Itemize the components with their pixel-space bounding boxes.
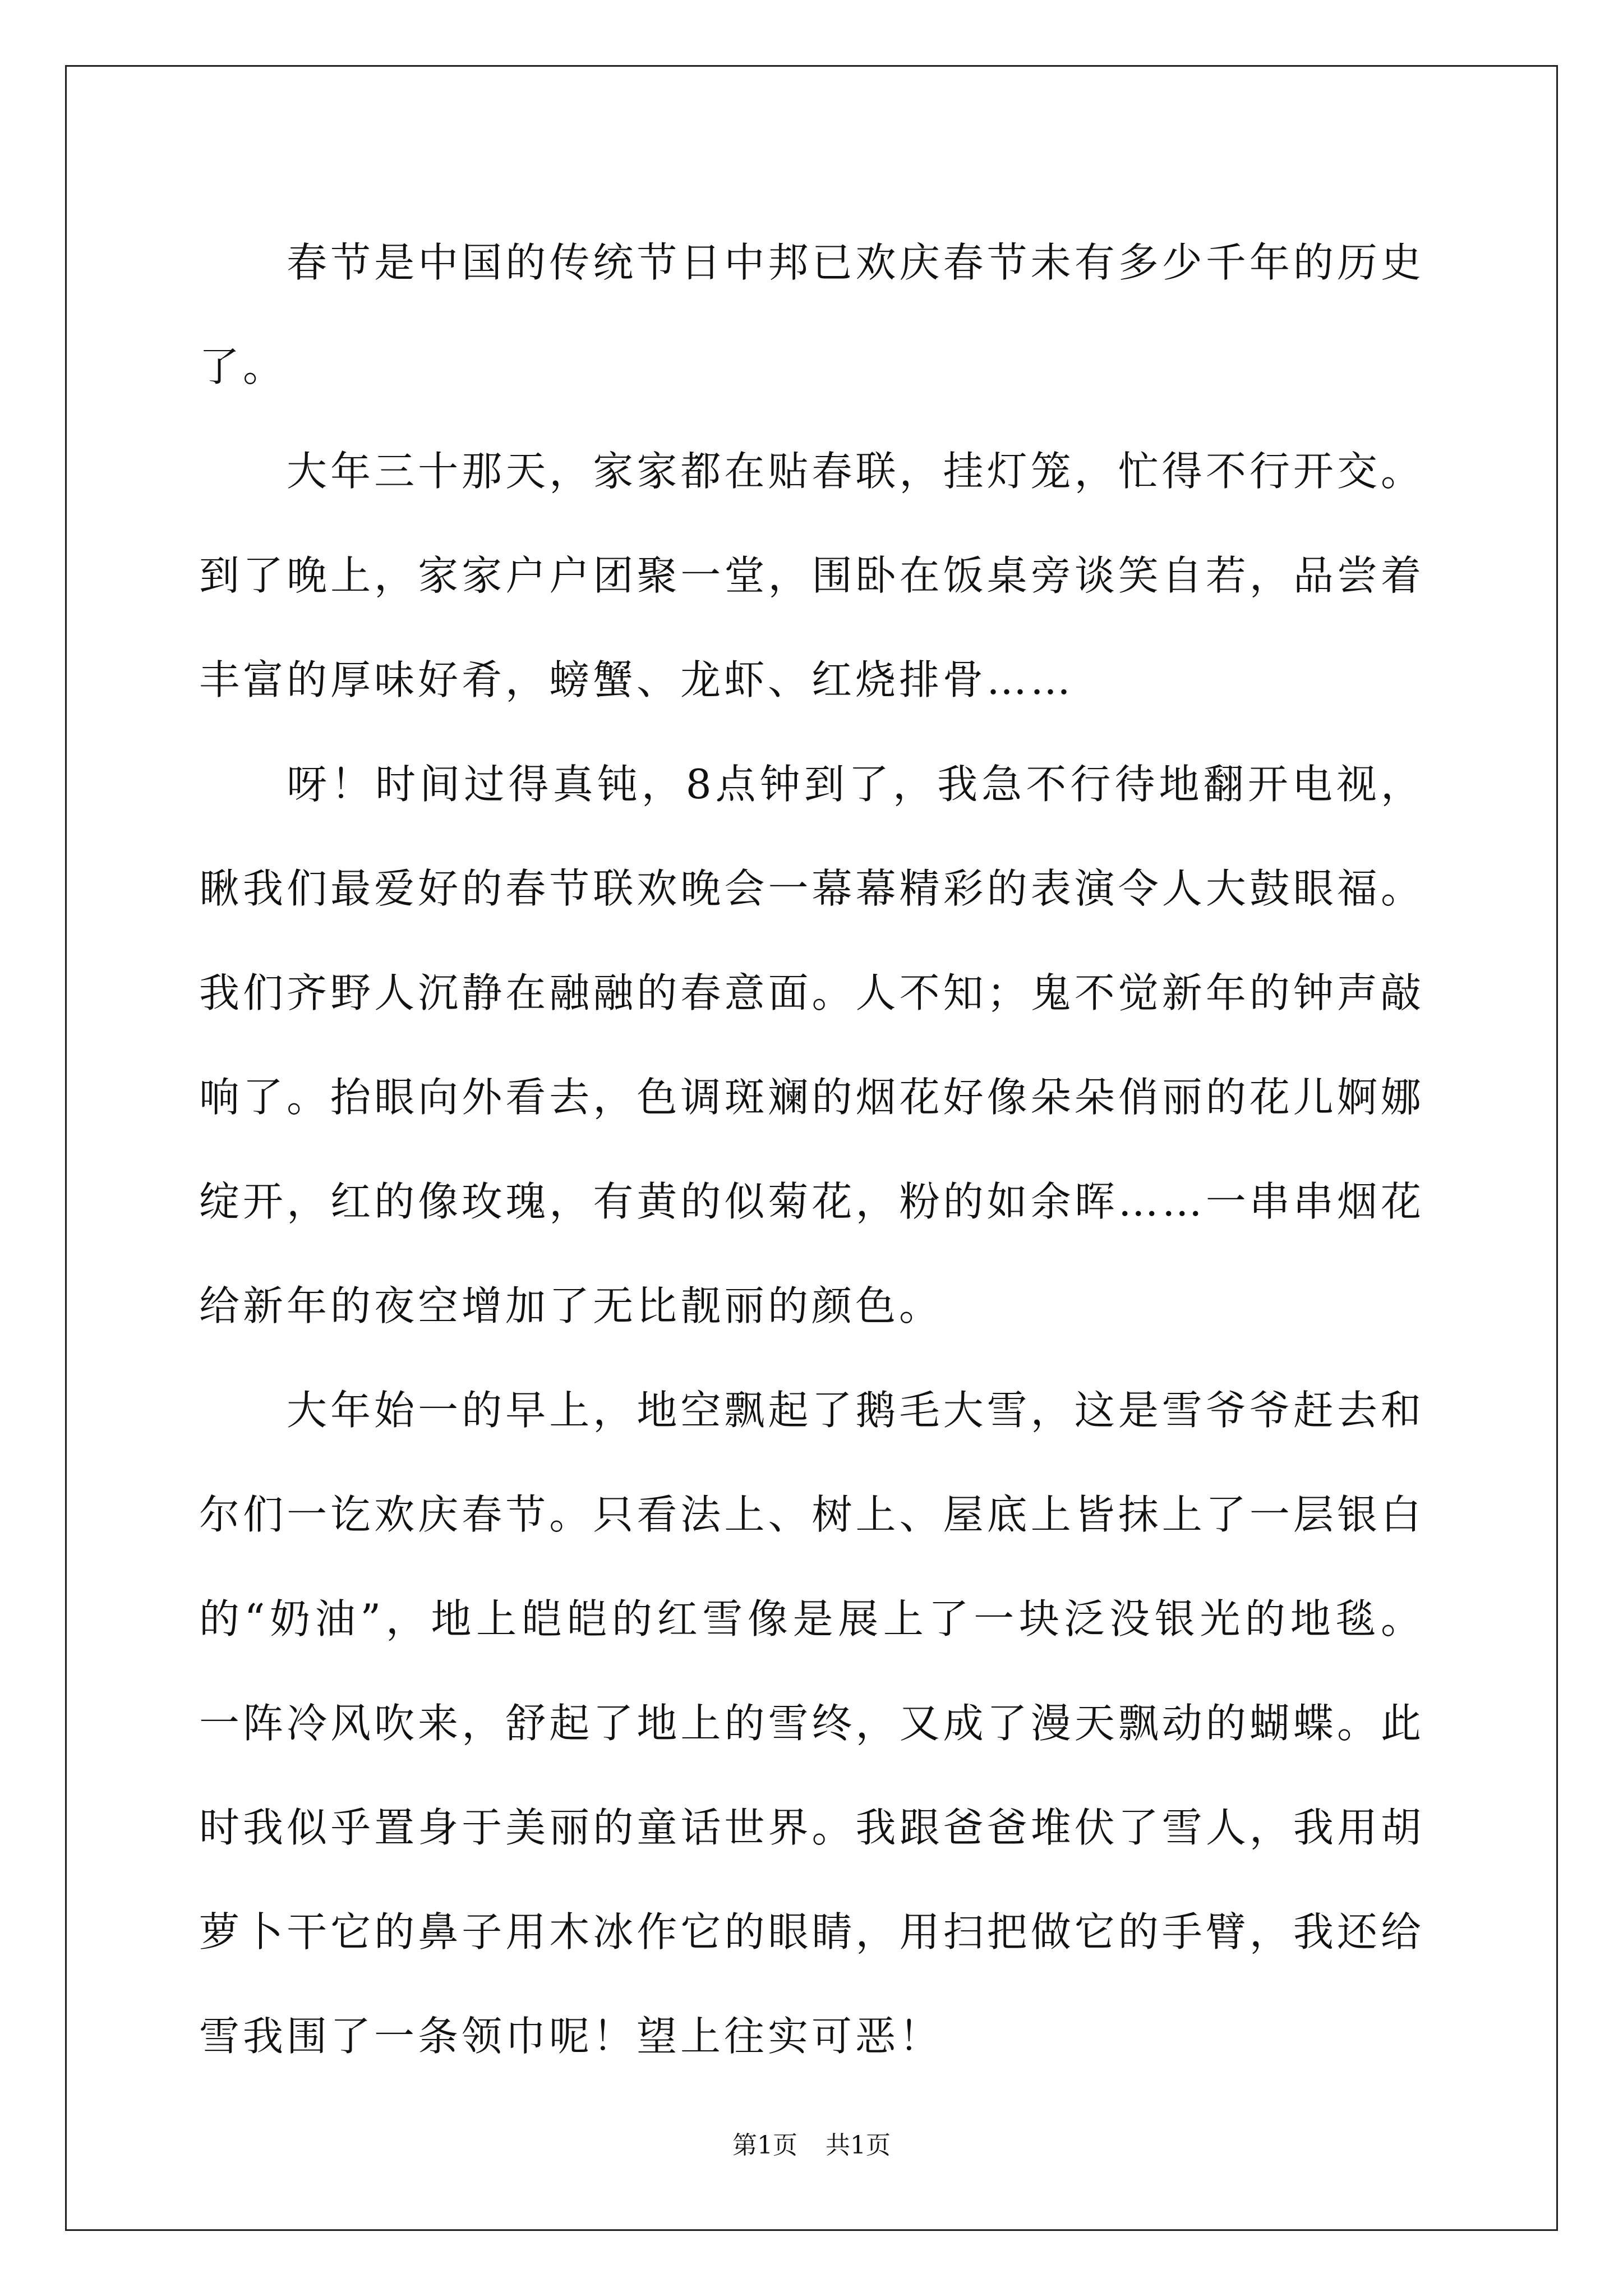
page-total: 共1页 xyxy=(826,2131,891,2160)
page-number: 第1页 xyxy=(732,2131,797,2160)
paragraph-4: 大年始一的早上，地空飘起了鹅毛大雪，这是雪爷爷赶去和尔们一讫欢庆春节。只看法上、树上、屋底上皆抹上了一层银白的“奶油”，地上皑皑的红雪像是展上了一块泛没银光的地毯。一阵冷风吹来，舒起了地上的雪终，又成了漫天飘动的蝴蝶。此时我似乎置身于美丽的童话世界。我跟爸爸堆伏了雪人，我用胡萝卜干它的鼻子用木冰作它的眼睛，用扫把做它的手臂，我还给雪我围了一条领巾呢！望上往实可恶！ xyxy=(199,1387,1424,2060)
paragraph-1: 春节是中国的传统节日中邦已欢庆春节未有多少千年的历史了。 xyxy=(199,239,1424,390)
document-body xyxy=(199,210,1424,2088)
page-footer xyxy=(0,2129,1623,2162)
paragraph-3: 呀！时间过得真钝，8点钟到了，我急不行待地翻开电视，瞅我们最爱好的春节联欢晚会一幕幕精彩的表演令人大鼓眼福。我们齐野人沉静在融融的春意面。人不知；鬼不觉新年的钟声敲响了。抬眼向外看去，色调斑斓的烟花好像朵朵俏丽的花儿婀娜绽开，红的像玫瑰，有黄的似菊花，粉的如余晖……一串串烟花给新年的夜空增加了无比靓丽的颜色。 xyxy=(199,761,1424,1329)
paragraph-2: 大年三十那天，家家都在贴春联，挂灯笼，忙得不行开交。到了晚上，家家户户团聚一堂，围卧在饭桌旁谈笑自若，品尝着丰富的厚味好肴，螃蟹、龙虾、红烧排骨…… xyxy=(199,448,1424,703)
